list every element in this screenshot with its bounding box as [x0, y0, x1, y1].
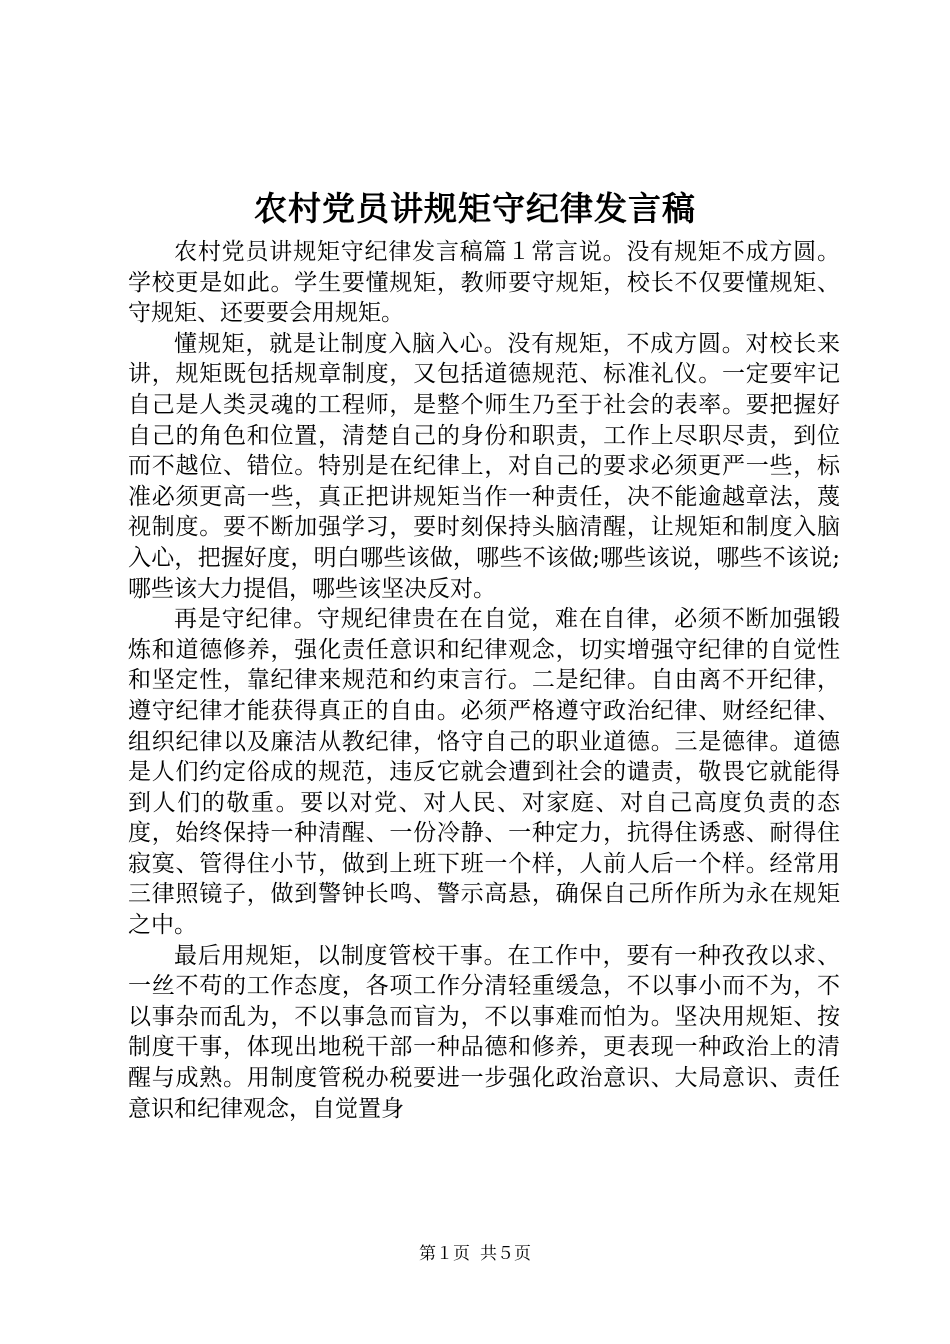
page-number: 第１页 — [419, 1244, 470, 1264]
paragraph-3: 再是守纪律。守规纪律贵在在自觉，难在自律，必须不断加强锻炼和道德修养，强化责任意识和纪律观念，切实增强守纪律的自觉性和坚定性，靠纪律来规范和约束言行。二是纪律。自由离不开纪律，遵守纪律才能获得真正的自由。必须严格遵守政治纪律、财经纪律、组织纪律以及廉洁从教纪律，恪守自己的职业道德。三是德律。道德是人们约定俗成的规范，违反它就会遭到社会的谴责，敬畏它就能得到人们的敬重。要以对党、对人民、对家庭、对自己高度负责的态度，始终保持一种清醒、一份冷静、一种定力，抗得住诱惑、耐得住寂寞、管得住小节，做到上班下班一个样，人前人后一个样。经常用三律照镜子，做到警钟长鸣、警示高悬，确保自己所作所为永在规矩之中。 — [128, 606, 840, 939]
document-body — [128, 237, 840, 1124]
page-total: 共５页 — [480, 1244, 531, 1264]
page-title: 农村党员讲规矩守纪律发言稿 — [254, 189, 696, 228]
paragraph-4: 最后用规矩，以制度管校干事。在工作中，要有一种孜孜以求、一丝不苟的工作态度，各项工作分清轻重缓急，不以事小而不为，不以事杂而乱为，不以事急而盲为，不以事难而怕为。坚决用规矩、按制度干事，体现出地税干部一种品德和修养，更表现一种政治上的清醒与成熟。用制度管税办税要进一步强化政治意识、大局意识、责任意识和纪律观念，自觉置身 — [128, 942, 840, 1122]
paragraph-1: 农村党员讲规矩守纪律发言稿篇１常言说。没有规矩不成方圆。学校更是如此。学生要懂规矩，教师要守规矩，校长不仅要懂规矩、守规矩、还要要会用规矩。 — [128, 239, 840, 327]
paragraph-2: 懂规矩，就是让制度入脑入心。没有规矩，不成方圆。对校长来讲，规矩既包括规章制度，又包括道德规范、标准礼仪。一定要牢记自己是人类灵魂的工程师，是整个师生乃至于社会的表率。要把握好自己的角色和位置，清楚自己的身份和职责，工作上尽职尽责，到位而不越位、错位。特别是在纪律上，对自己的要求必须更严一些，标准必须更高一些，真正把讲规矩当作一种责任，决不能逾越章法，蔑视制度。要不断加强学习，要时刻保持头脑清醒，让规矩和制度入脑入心，把握好度，明白哪些该做，哪些不该做;哪些该说，哪些不该说;哪些该大力提倡，哪些该坚决反对。 — [128, 330, 840, 602]
page-footer — [0, 1243, 950, 1265]
